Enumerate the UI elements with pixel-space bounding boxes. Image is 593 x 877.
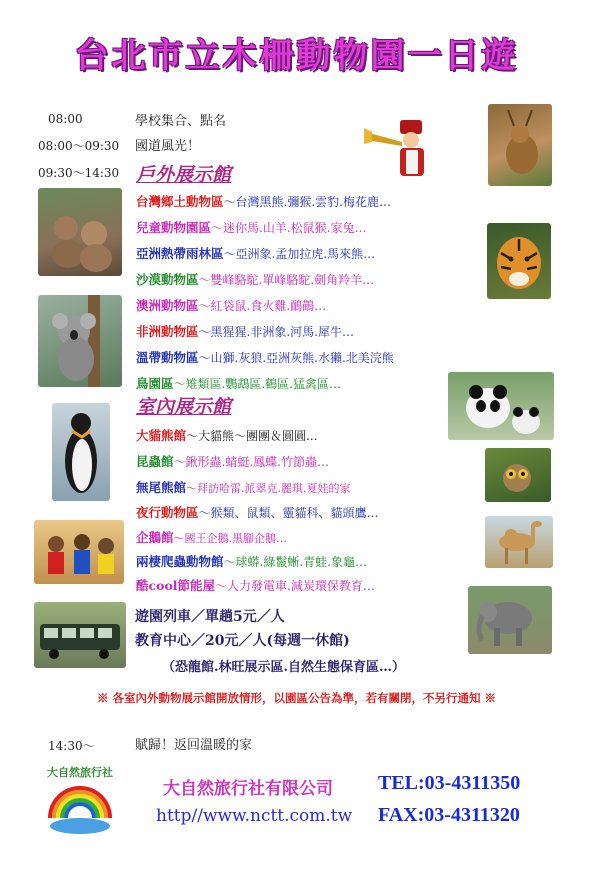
outdoor-item-7 [136,348,394,366]
indoor-area-label: 企鵝館 [136,530,174,545]
indoor-area-label: 無尾熊館 [136,480,187,495]
outdoor-heading: 戶外展示館 [136,164,232,186]
return-time: 14:30～ [48,739,95,753]
indoor-item-1 [136,426,317,444]
outdoor-area-label: 鳥園區 [136,376,174,391]
outdoor-area-label: 溫帶動物區 [136,350,199,365]
outdoor-item-5 [136,296,326,314]
indoor-item-3 [136,478,351,496]
indoor-heading: 室內展示館 [136,396,232,418]
outdoor-area-detail: ～黑猩猩.非洲象.河馬.犀牛… [198,325,354,339]
penguin-photo [52,403,110,501]
outdoor-area-detail: ～迷你馬.山羊.松鼠猴.家兔… [211,221,367,235]
monkeys-photo [38,188,122,276]
indoor-item-5 [136,528,287,546]
indoor-area-label: 酷cool節能屋 [136,578,216,593]
outdoor-item-2 [136,218,366,236]
panda-photo [448,372,554,440]
outdoor-area-detail: ～山獅.灰狼.亞洲灰熊.水獺.北美浣熊 [198,351,394,365]
schedule-time-2: 08:00～09:30 [38,139,120,153]
agency-logo-text: 大自然旅行社 [47,766,113,779]
outdoor-item-1 [136,192,391,210]
company-fax: FAX:03-4311320 [378,804,520,826]
indoor-area-detail: ～國王企鵝.黑腳企鵝… [173,532,288,545]
page-title: 台北市立木柵動物園一日遊 [74,36,519,76]
notice-text: ※ 各室內外動物展示館開放情形，以園區公告為準，若有關閉，不另行通知 ※ [96,691,496,705]
agency-logo [40,764,120,838]
indoor-area-label: 大貓熊館 [136,428,187,443]
indoor-area-detail: ～球蟒.綠鬣蜥.青蛙.象龜… [223,555,367,569]
return-desc: 賦歸！返回溫暖的家 [135,738,253,753]
indoor-area-detail: ～鍬形蟲.蜻蜓.鳳蝶.竹節蟲… [173,455,329,469]
indoor-item-6 [136,552,367,570]
outdoor-item-6 [136,322,354,340]
company-name: 大自然旅行社有限公司 [163,779,333,799]
indoor-area-detail: ～拜訪哈雷.派翠克.麗琪.夏娃的家 [186,482,351,495]
outdoor-item-8 [136,374,341,392]
outdoor-area-detail: ～台灣黑熊.彌猴.雲豹.梅花鹿… [223,195,391,209]
indoor-area-detail: ～人力發電車.減炭環保教育… [215,579,375,593]
outdoor-area-detail: ～雉類區.鸚鵡區.鶴區.猛禽區… [173,377,341,391]
rainbow-icon [44,778,116,836]
outdoor-area-label: 沙漠動物區 [136,272,199,287]
education-center-fare: 教育中心／20元／人(每週一休館) [135,633,350,649]
indoor-area-label: 昆蟲館 [136,454,174,469]
trumpeter-illustration [362,110,454,182]
zoo-train-photo [34,602,126,668]
outdoor-area-label: 台灣鄉土動物區 [136,194,224,209]
outdoor-item-4 [136,270,374,288]
indoor-area-label: 夜行動物區 [136,505,199,520]
indoor-item-2 [136,452,329,470]
train-fare: 遊園列車／單趟5元／人 [135,609,285,625]
nocturnal-animal-photo [485,448,551,502]
schedule-desc-2: 國道風光！ [135,139,201,154]
outdoor-item-3 [136,244,375,262]
outdoor-area-label: 非洲動物區 [136,324,199,339]
indoor-area-detail: ～猴類、鼠類、靈貓科、貓頭鷹… [198,506,379,520]
indoor-area-detail: ～大貓熊～團團＆圓圓... [186,429,318,443]
schedule-desc-1: 學校集合、點名 [135,114,227,129]
outdoor-area-label: 亞洲熱帶雨林區 [136,246,224,261]
tiger-photo [487,223,551,299]
schedule-time-3: 09:30～14:30 [38,166,120,180]
children-photo [34,520,124,584]
outdoor-area-detail: ～雙峰駱駝.單峰駱駝.劍角羚羊… [198,273,375,287]
company-url[interactable]: http//www.nctt.com.tw [156,806,353,826]
camel-photo [485,516,553,568]
outdoor-area-detail: ～紅袋鼠.食火雞.鴯鶓… [198,299,327,313]
indoor-item-7 [136,576,375,594]
indoor-item-4 [136,503,379,521]
education-center-exhibits: （恐龍館.林旺展示區.自然生態保育區…） [162,660,406,675]
outdoor-area-detail: ～亞洲象.孟加拉虎.馬來熊… [223,247,376,261]
company-tel: TEL:03-4311350 [378,772,521,794]
deer-photo [488,104,552,186]
outdoor-area-label: 兒童動物園區 [136,220,212,235]
indoor-area-label: 兩棲爬蟲動物館 [136,554,224,569]
schedule-time-1: 08:00 [48,112,83,126]
elephant-photo [468,586,552,654]
koala-photo [38,295,122,387]
outdoor-area-label: 澳洲動物區 [136,298,199,313]
